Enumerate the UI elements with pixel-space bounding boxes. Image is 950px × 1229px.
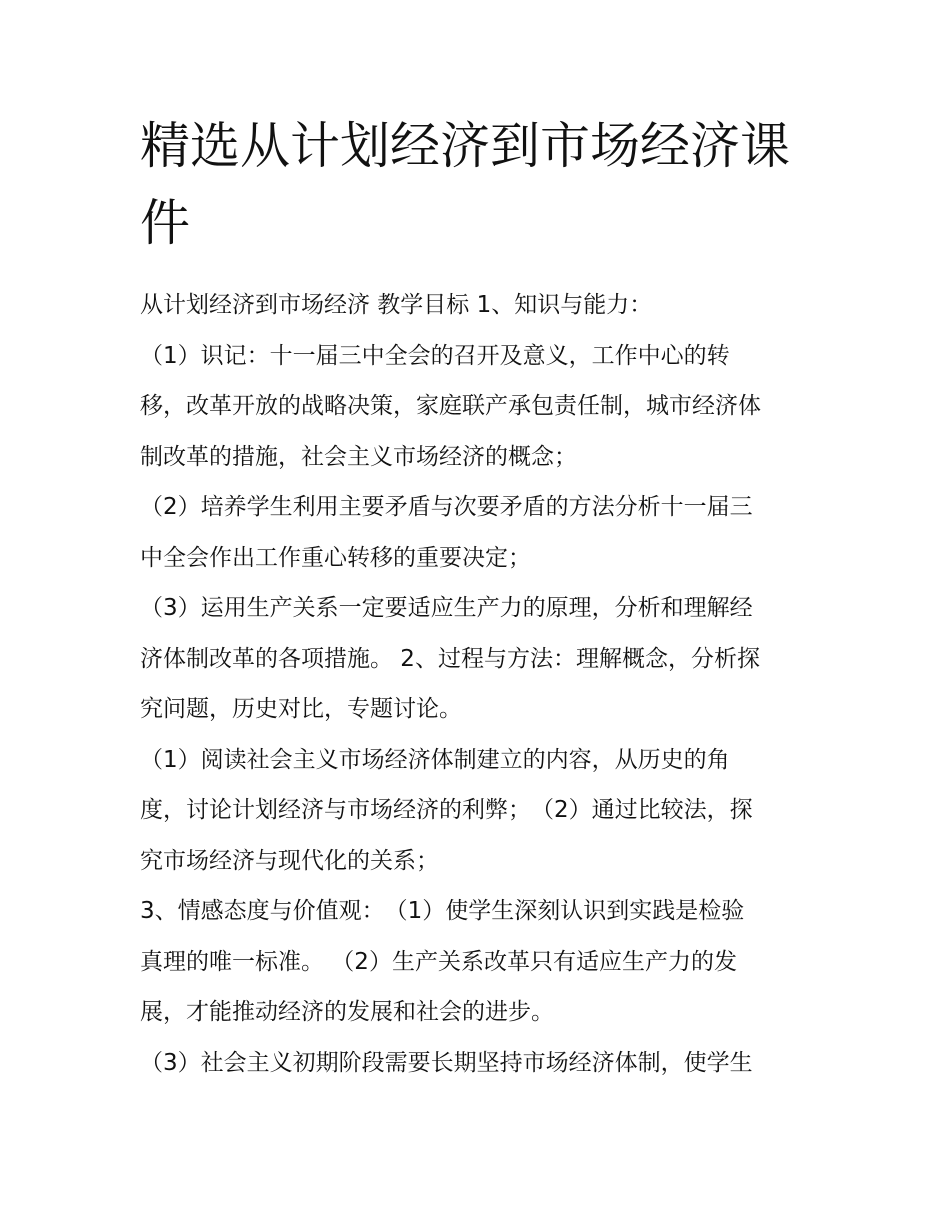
body-line: （3）社会主义初期阶段需要长期坚持市场经济体制，使学生 <box>140 1049 753 1076</box>
body-line: 真理的唯一标准。 （2）生产关系改革只有适应生产力的发 <box>140 948 737 975</box>
document-title <box>140 108 820 262</box>
body-line: 度，讨论计划经济与市场经济的利弊； （2）通过比较法，探 <box>140 797 753 823</box>
body-line: 究问题，历史对比，专题讨论。 <box>140 696 462 722</box>
body-line: 中全会作出工作重心转移的重要决定； <box>140 544 531 571</box>
document-body <box>140 280 820 1088</box>
body-line: 制改革的措施，社会主义市场经济的概念； <box>140 443 577 470</box>
body-line: 展，才能推动经济的发展和社会的进步。 <box>140 999 554 1025</box>
body-line: （1）阅读社会主义市场经济体制建立的内容，从历史的角 <box>140 746 730 773</box>
body-line: 济体制改革的各项措施。 2、过程与方法：理解概念，分析探 <box>140 645 760 672</box>
body-line: （3）运用生产关系一定要适应生产力的原理，分析和理解经 <box>140 595 753 621</box>
body-line: （1）识记：十一届三中全会的召开及意义，工作中心的转 <box>140 342 730 369</box>
title-line-2: 件 <box>140 194 190 252</box>
title-line-1: 精选从计划经济到市场经济课 <box>140 117 790 175</box>
body-line: 3、情感态度与价值观： （1）使学生深刻认识到实践是检验 <box>140 898 745 924</box>
body-line: 移，改革开放的战略决策，家庭联产承包责任制，城市经济体 <box>140 393 761 419</box>
body-line: 究市场经济与现代化的关系； <box>140 847 439 874</box>
body-line: （2）培养学生利用主要矛盾与次要矛盾的方法分析十一届三 <box>140 494 753 520</box>
body-line: 从计划经济到市场经济 教学目标 1、知识与能力： <box>140 292 653 318</box>
